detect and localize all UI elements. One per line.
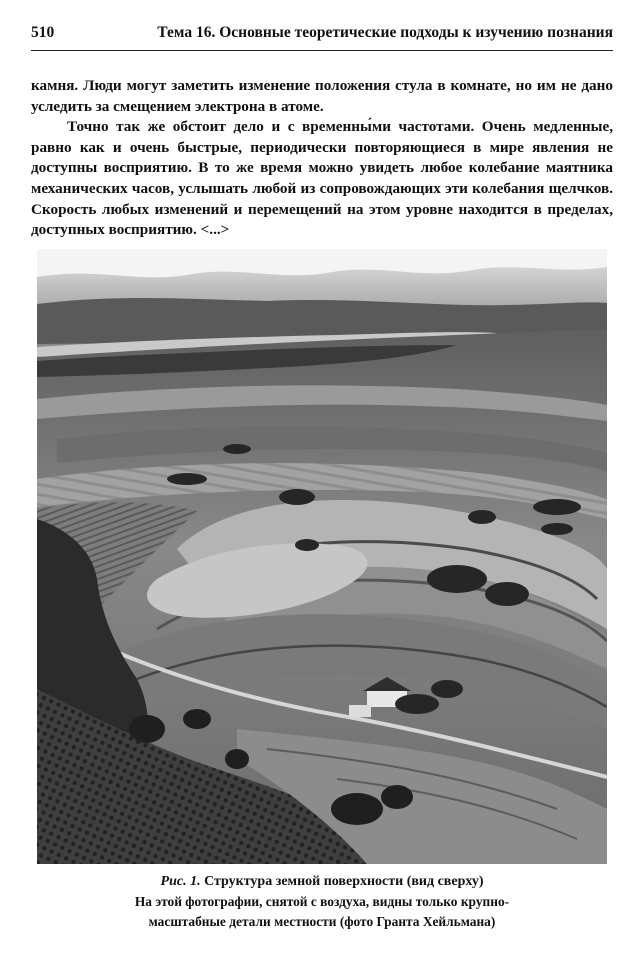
aerial-landscape-photo [37, 249, 607, 864]
running-title: Тема 16. Основные теоретические подходы к изучению познания [157, 24, 613, 41]
header-rule [31, 50, 613, 51]
paragraph-1: камня. Люди могут заметить изменение положения стула в комнате, но им не дано уследить за смещением электрона в атоме. [31, 77, 613, 115]
figure-caption [31, 872, 613, 932]
figure-label: Рис. 1. [160, 874, 201, 889]
caption-note-line-1: На этой фотографии, снятой с воздуха, видны только крупно- [134, 894, 510, 909]
running-header [31, 24, 613, 42]
figure-title: Структура земной поверхности (вид сверху) [204, 874, 484, 889]
aerial-landscape-illustration [37, 249, 607, 864]
caption-note-line-2: масштабные детали местности (фото Гранта Хейльмана) [148, 914, 496, 929]
page-number: 510 [31, 24, 55, 41]
barn [349, 705, 371, 717]
body-text [31, 76, 613, 241]
caption-title-line [31, 872, 613, 892]
caption-note [31, 892, 613, 932]
paragraph-2: Точно так же обстоит дело и с временны́ми частотами. Очень медленные, равно как и очень быстрые, периодически повторяющиеся в мире явления не доступны восприятию. В то же время можно увидеть любое колебание маятника механических часов, услышать любой из сопровождающих эти колебания щелчков. Скорость любых изменений и перемещений на этом уровне находится в пределах, доступных восприятию. <...> [31, 118, 613, 239]
